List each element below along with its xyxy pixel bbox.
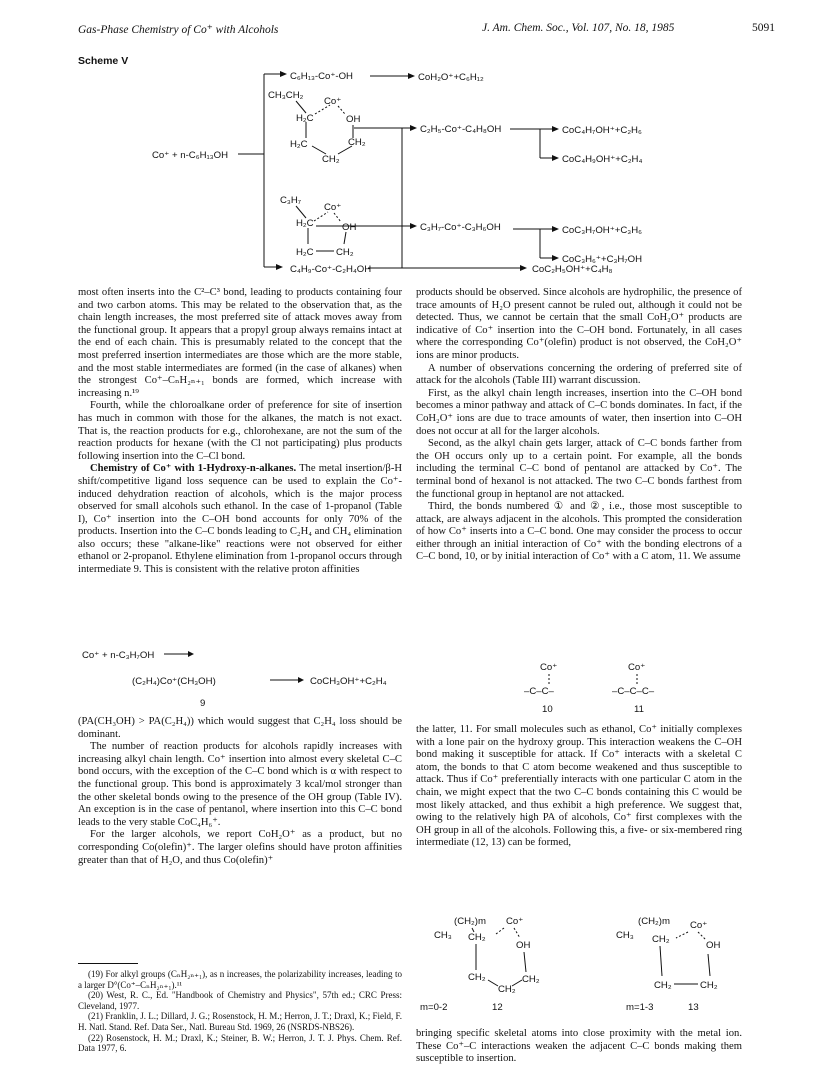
svg-text:Co⁺: Co⁺ [690, 920, 708, 931]
scheme-reactant: Co⁺ + n-C₆H₁₃OH [152, 150, 229, 161]
scheme-mid-product-1a: CoC₄H₇OH⁺+C₂H₆ [562, 125, 642, 136]
right-paragraph-4: Second, as the alkyl chain gets larger, attack of C–C bonds farther from the OH occurs only up to a certain point. For example, all the bonds including the terminal C–C bond of pentanol are attacked by Co⁺. The terminal bond of hexanol is not attacked. The two C–C bonds farthest from the functional group in heptanol are not attacked. [416, 438, 742, 500]
structures-10-11 [520, 660, 720, 724]
structure-12-m-range: m=0-2 [420, 1002, 448, 1013]
svg-text:CH₂: CH₂ [468, 932, 486, 943]
left-paragraph-6: For the larger alcohols, we report CoH₂O⁺ as a product, but no corresponding Co(olefin)⁺. The larger olefins should have proton affinities greater than that of H₂O, and thus Co(olefin)⁺ [78, 829, 402, 866]
svg-text:H₂C: H₂C [296, 218, 314, 229]
scheme-bottom-intermediate: C₄H₉-Co⁺-C₂H₄OH [290, 264, 372, 275]
structures-12-13 [416, 914, 746, 1026]
footnote-22: (22) Rosenstock, H. M.; Draxl, K.; Steiner, B. W.; Herron, J. T. J. Phys. Chem. Ref. Data 1977, 6. [78, 1032, 402, 1054]
svg-text:CH₂: CH₂ [468, 972, 486, 983]
svg-text:(CH₂)m: (CH₂)m [638, 916, 670, 927]
journal-citation: J. Am. Chem. Soc., Vol. 107, No. 18, 1985 [482, 22, 675, 34]
right-paragraph-7: bringing specific skeletal atoms into close proximity with the metal ion. These Co⁺–C interactions weaken the adjacent C–C bonds making them susceptible to insertion. [416, 1028, 742, 1065]
left-paragraph-2: Fourth, while the chloroalkane order of preference for site of insertion has much in common with those for the alkanes, the match is not exact. That is, the reaction products for e.g., chlorohexane, are not the sum of the reaction products for hexane (with the Cl not participating) plus products following insertion into the C–Cl bond. [78, 400, 402, 462]
left-paragraph-3: The metal insertion/β-H shift/competitive ligand loss sequence can be used to explain the Co⁺-induced dehydration reaction of alcohols, which is the major process observed for small alcohols such ethanol. In the case of 1-propanol (Table I), Co⁺ insertion into the C–OH bond accounts for only 70% of the products. Insertion into the C–C bonds leading to C₂H₄ and CH₄ elimination also occurs; these "alkane-like" reactions were not observed for either ethanol or 2-propanol. Ethylene elimination from 1-propanol occurs through intermediate 9. This is consistent with the relative proton affinities [78, 463, 402, 576]
svg-text:–C–C–: –C–C– [524, 686, 554, 697]
svg-text:CH₂: CH₂ [652, 934, 670, 945]
svg-text:OH: OH [706, 940, 721, 951]
svg-text:OH: OH [516, 940, 531, 951]
svg-text:Co⁺: Co⁺ [324, 202, 342, 213]
structure-13-m-range: m=1-3 [626, 1002, 654, 1013]
scheme-mid-intermediate-2: C₃H₇-Co⁺-C₃H₆OH [420, 222, 501, 233]
equation-intermediate: (C₂H₄)Co⁺(CH₃OH) [132, 676, 216, 687]
svg-text:CH₃: CH₃ [616, 930, 634, 941]
equation-9 [78, 646, 408, 710]
left-column-lower [78, 716, 402, 867]
svg-text:Co⁺: Co⁺ [506, 916, 524, 927]
svg-text:CH₂: CH₂ [348, 137, 366, 148]
svg-text:H₂C: H₂C [296, 247, 314, 258]
equation-lhs: Co⁺ + n-C₃H₇OH [82, 650, 155, 661]
scheme-ring1-substituent: CH₃CH₂ [268, 90, 304, 101]
svg-text:OH: OH [342, 222, 357, 233]
scheme-top-product: CoH₂O⁺+C₆H₁₂ [418, 72, 484, 83]
svg-text:CH₂: CH₂ [322, 154, 340, 165]
page-number: 5091 [752, 22, 775, 34]
svg-text:Co⁺: Co⁺ [628, 662, 646, 673]
right-paragraph-1: products should be observed. Since alcohols are hydrophilic, the presence of trace amounts of H₂O present cannot be ruled out, although it could not be detected. Thus, we cannot be certain that the small CoH₂O⁺ products are indicative of Co⁺ insertion into the C–OH bond. Fortunately, in all cases where the corresponding Co⁺(olefin) product is not observed, the CoH₂O⁺ ions are minor products. [416, 287, 742, 361]
scheme-top-intermediate: C₆H₁₃-Co⁺-OH [290, 71, 353, 82]
svg-text:H₂C: H₂C [290, 139, 308, 150]
svg-text:H₂C: H₂C [296, 113, 314, 124]
right-column [416, 287, 742, 564]
svg-text:CH₂: CH₂ [498, 984, 516, 995]
footnotes [78, 969, 402, 1054]
scheme-mid-intermediate-1: C₂H₅-Co⁺-C₄H₈OH [420, 124, 502, 135]
svg-text:CH₂: CH₂ [654, 980, 672, 991]
footnote-21: (21) Franklin, J. L.; Dillard, J. G.; Rosenstock, H. M.; Herron, J. T.; Draxl, K.; Field, F. H. Natl. Stand. Ref. Data Ser., Natl. Bureau Std. 1969, 26 (NSRDS-NBS26). [78, 1011, 402, 1032]
footnote-rule [78, 963, 138, 964]
structure-12-number: 12 [492, 1002, 503, 1013]
svg-text:Co⁺: Co⁺ [540, 662, 558, 673]
svg-text:CH₂: CH₂ [522, 974, 540, 985]
scheme-mid-product-2b: CoC₃H₆⁺+C₃H₇OH [562, 254, 643, 265]
right-column-end [416, 1028, 742, 1066]
running-title: Gas-Phase Chemistry of Co⁺ with Alcohols [78, 24, 279, 36]
svg-text:OH: OH [346, 114, 361, 125]
scheme-label: Scheme V [78, 55, 129, 67]
footnote-20: (20) West, R. C., Ed. "Handbook of Chemistry and Physics", 57th ed.; CRC Press: Cleveland, 1977. [78, 990, 402, 1011]
svg-text:Co⁺: Co⁺ [324, 96, 342, 107]
scheme-ring2-substituent: C₃H₇ [280, 195, 302, 206]
scheme-diagram [0, 0, 820, 285]
structure-11-number: 11 [634, 704, 644, 715]
equation-rhs: CoCH₃OH⁺+C₂H₄ [310, 676, 387, 687]
structure-13-number: 13 [688, 1002, 699, 1013]
left-paragraph-4: (PA(CH₃OH) > PA(C₂H₄)) which would suggest that C₂H₄ loss should be dominant. [78, 716, 402, 740]
right-column-lower [416, 724, 742, 850]
svg-text:CH₂: CH₂ [336, 247, 354, 258]
equation-number: 9 [200, 698, 206, 709]
footnote-19: (19) For alkyl groups (CₙH₂ₙ₊₁), as n increases, the polarizability increases, leading to a larger D°(Co⁺–CₙH₂ₙ₊₁).¹¹ [78, 969, 402, 990]
right-paragraph-5: Third, the bonds numbered ① and ②, i.e., those most susceptible to attack, are always adjacent in the alcohols. This prompted the consideration of how Co⁺ inserts into a C–C bond. One may consider the process to occur either through an initial interaction of Co⁺ with the bonding electrons of a C–C bond, 10, or by initial interaction of Co⁺ with a C atom, 11. We assume [416, 501, 742, 563]
left-paragraph-5: The number of reaction products for alcohols rapidly increases with increasing alkyl chain length. Co⁺ insertion into almost every skeletal C–C bond occurs, with the exception of the C–C bond which is α with respect to the functional group. This bond is approximately 3 kcal/mol stronger than the other skeletal bonds owing to the presence of the OH group (Table IV). An exception is in the case of pentanol, where insertion into this C–C bond leads to the very stable CoC₄H₆⁺. [78, 741, 402, 828]
right-paragraph-6: the latter, 11. For small molecules such as ethanol, Co⁺ initially complexes with a lone pair on the hydroxy group. This interaction weakens the C–OH bond making it susceptible for attack. If Co⁺ interacts with a skeletal C atom, the bonds to that C atom become weakened and thus susceptible to attack. Thus if Co⁺ preferentially interacts with one particular C atom in the chain, we might expect that the two C–C bonds containing this C would be most likely attacked, and thus exhibit a high preference. We suggest that, owing to the relatively high PA of alcohols, Co⁺ first complexes with the OH group in all of the alcohols. Following this, a five- or six-membered ring intermediate (12, 13) can be formed, [416, 724, 742, 849]
left-column [78, 287, 402, 577]
scheme-mid-product-1b: CoC₄H₉OH⁺+C₂H₄ [562, 154, 643, 165]
svg-text:(CH₂)m: (CH₂)m [454, 916, 486, 927]
section-heading: Chemistry of Co⁺ with 1-Hydroxy-n-alkanes. [90, 463, 297, 475]
svg-text:–C–C–C–: –C–C–C– [612, 686, 655, 697]
scheme-mid-product-2a: CoC₃H₇OH⁺+C₃H₆ [562, 225, 643, 236]
svg-text:CH₂: CH₂ [700, 980, 718, 991]
svg-text:CH₃: CH₃ [434, 930, 452, 941]
left-paragraph-1: most often inserts into the C²–C³ bond, leading to products containing four and two carbon atoms. This may be related to the observation that, as the chain length increases, the most preferred site of attack moves away from the functional group. It appears that a propyl group always remains intact at the end of each chain. This is presumably related to the concept that the most preferred insertion intermediates are those which are the more stable, and the most stable intermediates are formed (in the case of alkanes) when the strongest Co⁺–CₙH₂ₙ₊₁ bonds are formed, which increase with increasing n.¹⁹ [78, 287, 402, 399]
right-paragraph-3: First, as the alkyl chain length increases, insertion into the C–OH bond becomes a minor pathway and attack of C–C bonds dominates. In fact, if the CoH₂O⁺ ions are due to trace amounts of water, then insertion into C–OH does not occur at all for the larger alcohols. [416, 387, 742, 437]
scheme-bottom-product: CoC₂H₅OH⁺+C₄H₈ [532, 264, 613, 275]
structure-10-number: 10 [542, 704, 553, 715]
right-paragraph-2: A number of observations concerning the ordering of preferred site of attack for the alcohols (Table III) warrant discussion. [416, 362, 742, 387]
